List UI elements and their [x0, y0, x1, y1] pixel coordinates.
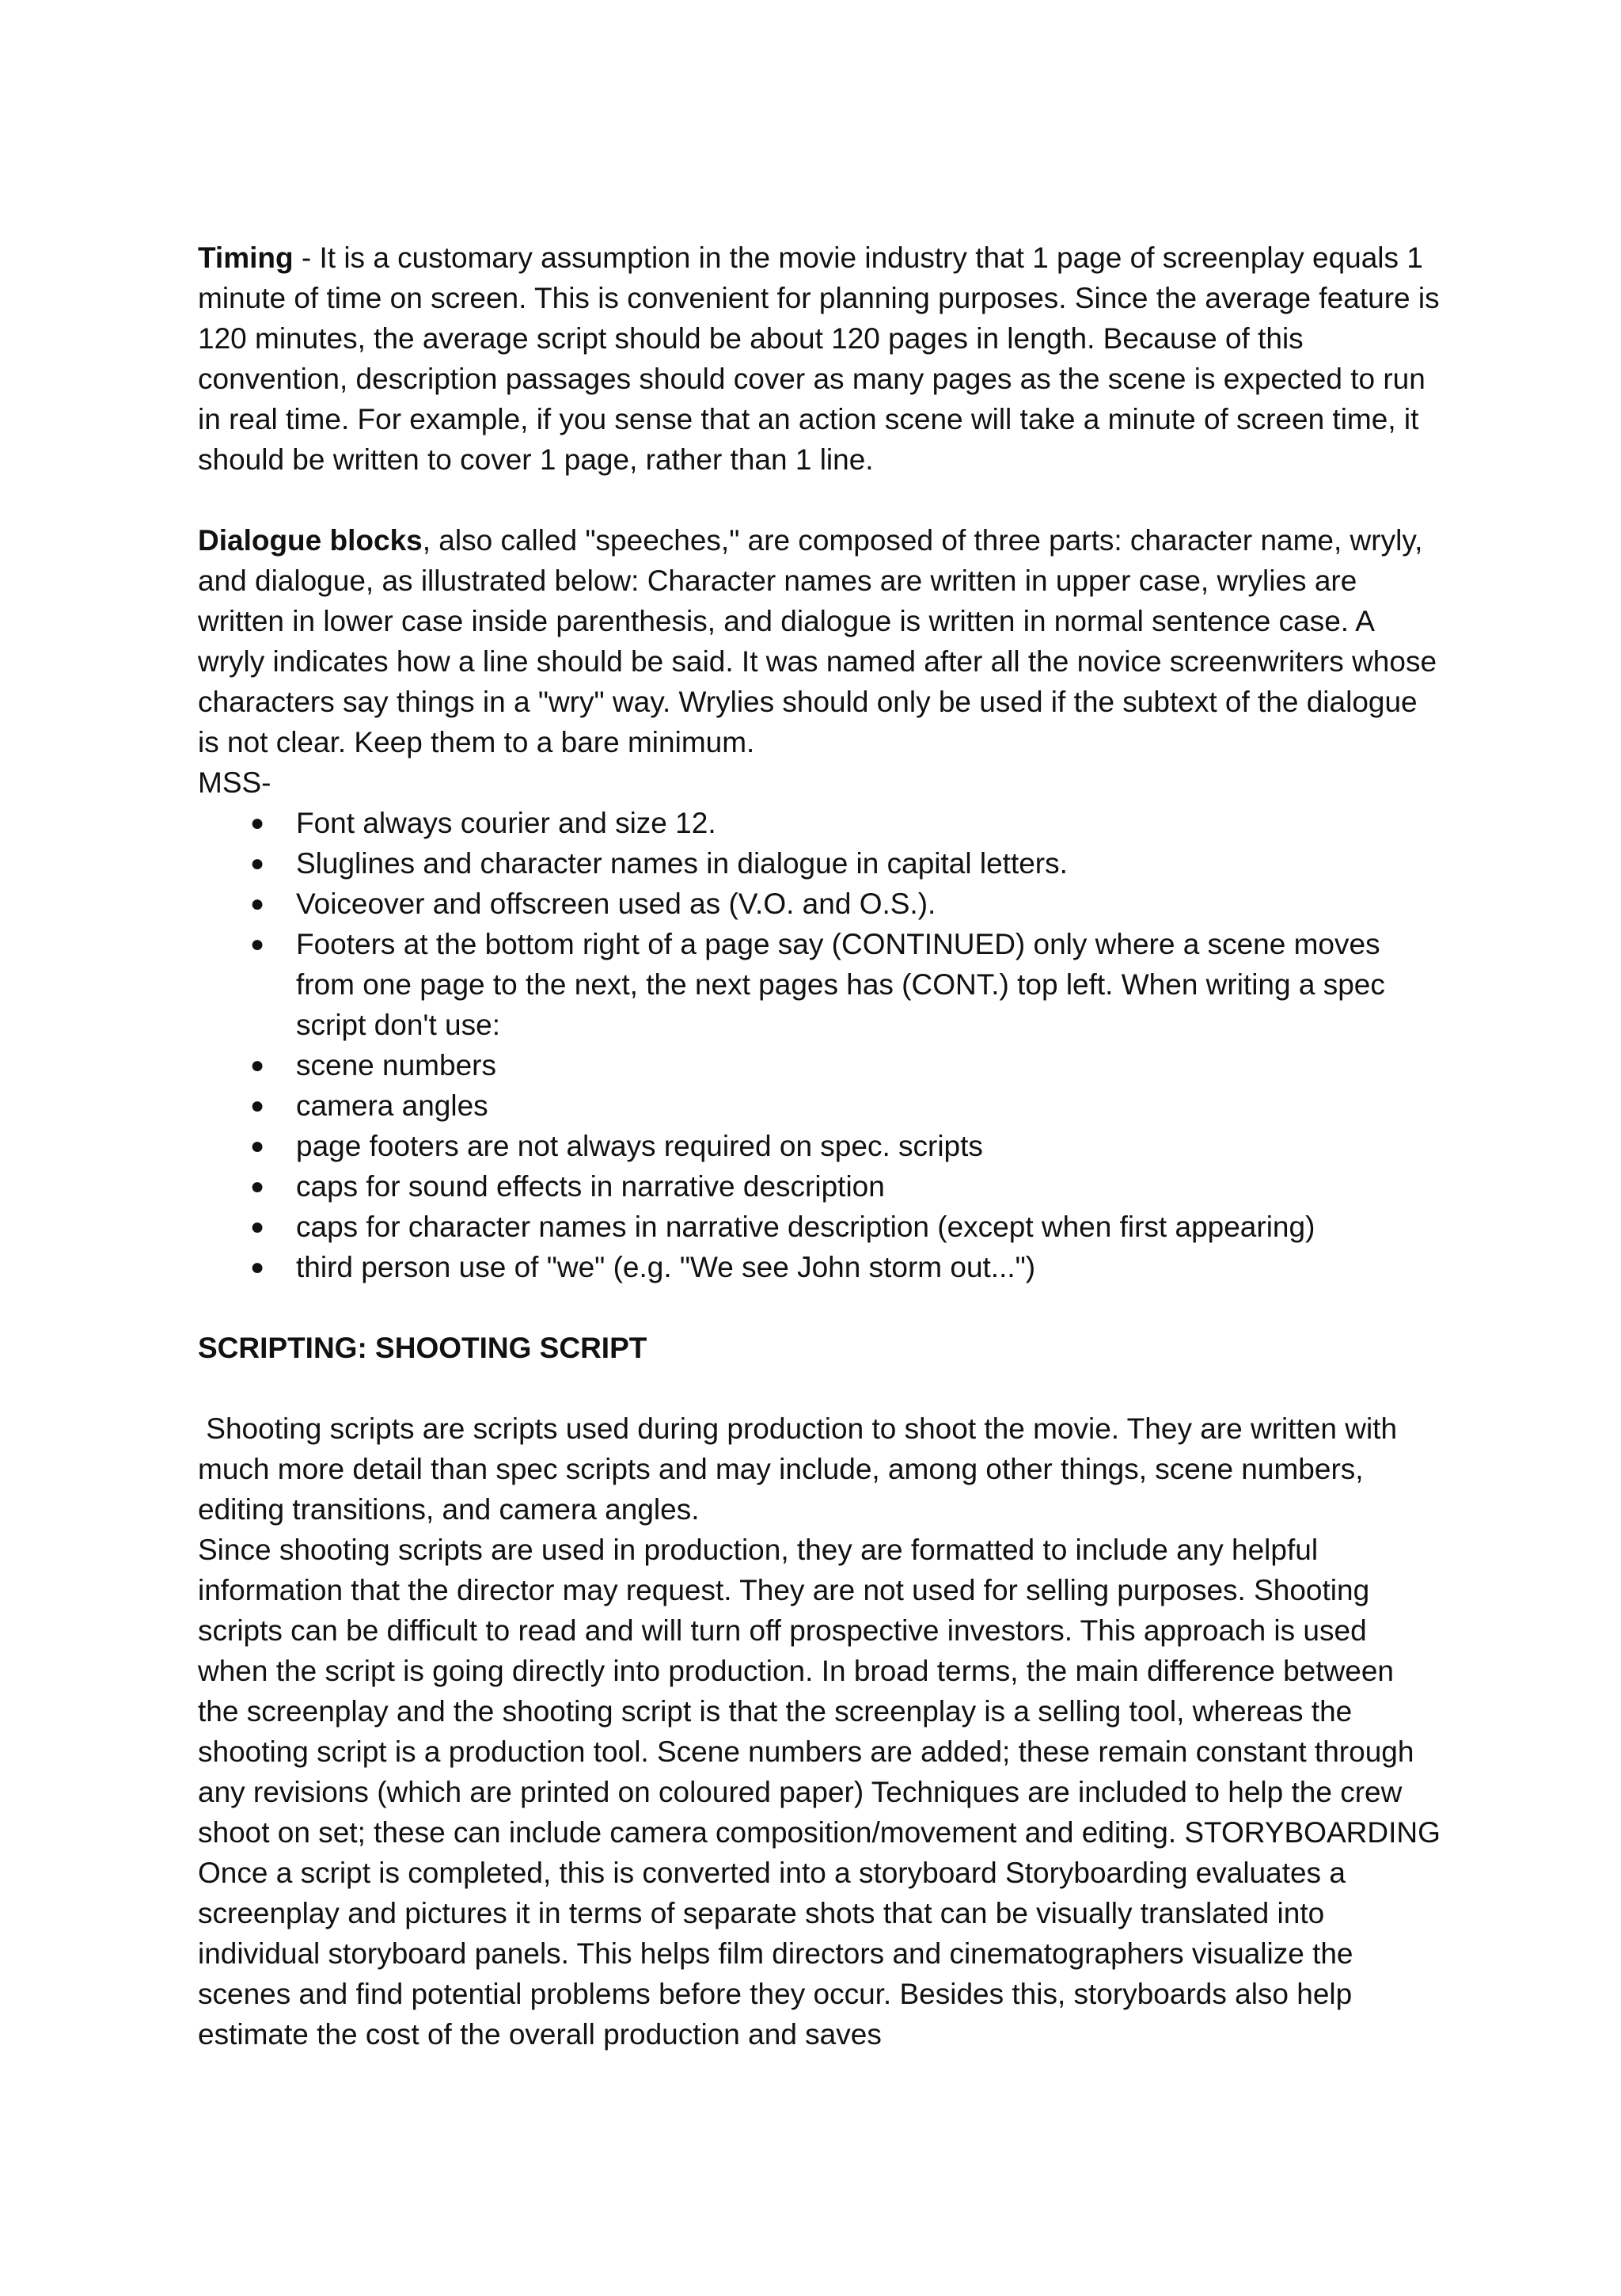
list-item: ● Sluglines and character names in dialogue in capital letters. — [198, 843, 1441, 884]
bullet-icon: ● — [250, 810, 265, 836]
mss-list — [198, 803, 1441, 1287]
list-item: ● camera angles — [198, 1085, 1441, 1126]
bullet-icon: ● — [250, 1254, 265, 1280]
dialogue-lead: Dialogue blocks — [198, 524, 423, 557]
bullet-icon: ● — [250, 1093, 265, 1119]
dialogue-text: , also called "speeches," are composed of three parts: character name, wryly, and dialogue, as illustrated below: Character names are written in upper case, wrylies are written in lower case inside parenthesis, and dialogue is written in normal sentence case. A wryly indicates how a line should be said. It was named after all the novice screenwriters whose characters say things in a "wry" way. Wrylies should only be used if the subtext of the dialogue is not clear. Keep them to a bare minimum. — [198, 524, 1437, 758]
bullet-icon: ● — [250, 850, 265, 876]
bullet-icon: ● — [250, 1214, 265, 1240]
list-item: ● scene numbers — [198, 1045, 1441, 1085]
list-item: ● caps for sound effects in narrative description — [198, 1166, 1441, 1207]
list-item: ● third person use of "we" (e.g. "We see John storm out...") — [198, 1247, 1441, 1287]
bullet-icon: ● — [250, 1173, 265, 1199]
shooting-paragraph-2: Since shooting scripts are used in production, they are formatted to include any helpful information that the director may request. They are not used for selling purposes. Shooting scripts can be difficult to read and will turn off prospective investors. This approach is used when the script is going directly into production. In broad terms, the main difference between the screenplay and the shooting script is that the screenplay is a selling tool, whereas the shooting script is a production tool. Scene numbers are added; these remain constant through any revisions (which are printed on coloured paper) Techniques are included to help the crew shoot on set; these can include camera composition/movement and editing. STORYBOARDING Once a script is completed, this is converted into a storyboard Storyboarding evaluates a screenplay and pictures it in terms of separate shots that can be visually translated into individual storyboard panels. This helps film directors and cinematographers visualize the scenes and find potential problems before they occur. Besides this, storyboards also help estimate the cost of the overall production and saves — [198, 1534, 1441, 2051]
list-item: ● Footers at the bottom right of a page say (CONTINUED) only where a scene moves from one page to the next, the next pages has (CONT.) top left. When writing a spec script don't use: — [198, 924, 1441, 1045]
timing-lead: Timing — [198, 241, 294, 274]
bullet-icon: ● — [250, 1133, 265, 1159]
dialogue-paragraph — [198, 520, 1441, 762]
document-page — [198, 238, 1441, 2055]
bullet-icon: ● — [250, 931, 265, 957]
list-item: ● Font always courier and size 12. — [198, 803, 1441, 843]
timing-paragraph — [198, 238, 1441, 480]
mss-label: MSS- — [198, 766, 271, 799]
list-item: ● Voiceover and offscreen used as (V.O. and O.S.). — [198, 884, 1441, 924]
timing-text: - It is a customary assumption in the movie industry that 1 page of screenplay equals 1 minute of time on screen. This is convenient for planning purposes. Since the average feature is 120 minutes, the average script should be about 120 pages in length. Because of this convention, description passages should cover as many pages as the scene is expected to run in real time. For example, if you sense that an action scene will take a minute of screen time, it should be written to cover 1 page, rather than 1 line. — [198, 241, 1440, 476]
section-heading: SCRIPTING: SHOOTING SCRIPT — [198, 1332, 647, 1364]
shooting-paragraph-1: Shooting scripts are scripts used during production to shoot the movie. They are written with much more detail than spec scripts and may include, among other things, scene numbers, editing transitions, and camera angles. — [198, 1412, 1406, 1526]
bullet-icon: ● — [250, 1052, 265, 1078]
bullet-icon: ● — [250, 891, 265, 917]
list-item: ● caps for character names in narrative description (except when first appearing) — [198, 1207, 1441, 1247]
list-item: ● page footers are not always required on spec. scripts — [198, 1126, 1441, 1166]
